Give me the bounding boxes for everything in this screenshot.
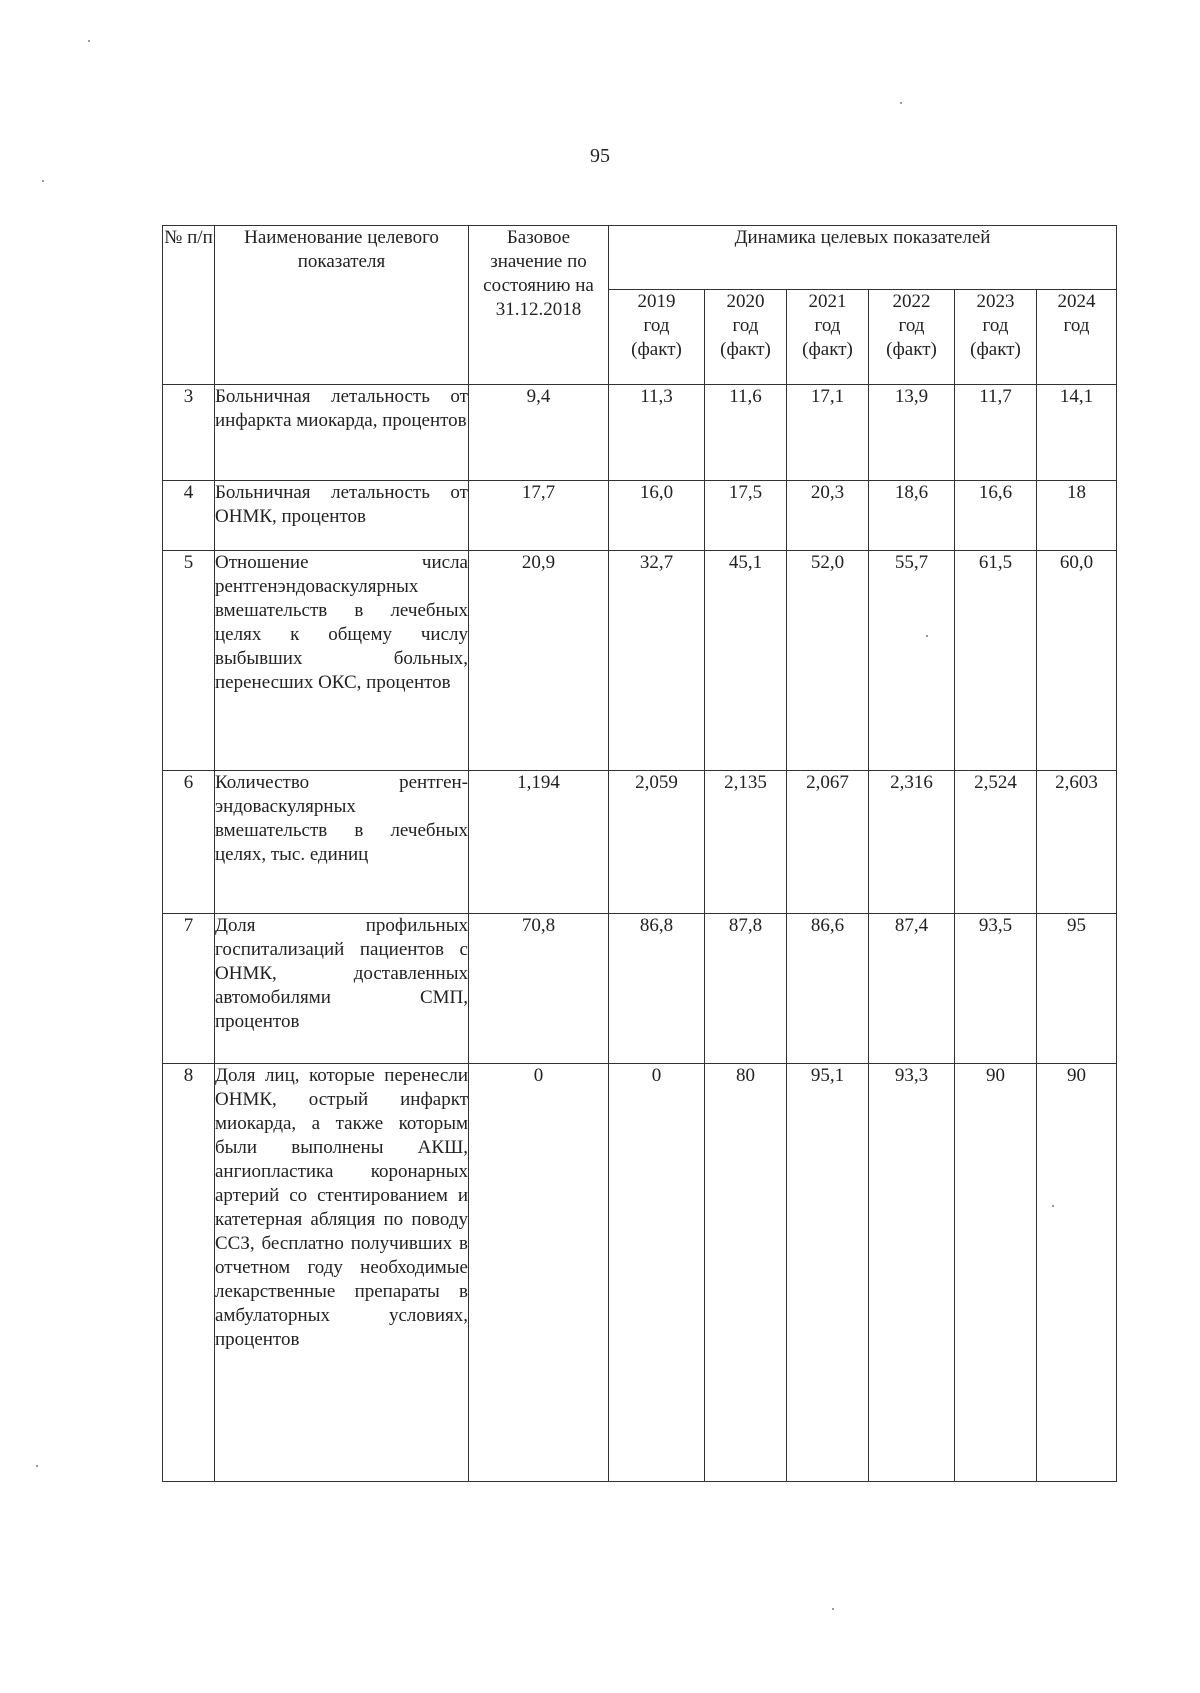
- row-num: 4: [163, 481, 215, 551]
- header-base: Базовое значение по состоянию на 31.12.2018: [469, 226, 609, 385]
- row-name: Доля профильных госпитализаций пациентов с ОНМК, доставленных автомобилями СМП, процентов: [215, 914, 469, 1064]
- table-row: [163, 385, 1117, 481]
- row-base-value: 1,194: [469, 771, 609, 914]
- year-note: (факт): [970, 339, 1021, 360]
- row-value-2019: 0: [609, 1064, 705, 1482]
- row-value-2022: 2,316: [869, 771, 955, 914]
- row-value-2021: 17,1: [787, 385, 869, 481]
- row-value-2022: 93,3: [869, 1064, 955, 1482]
- row-value-2023: 90: [955, 1064, 1037, 1482]
- row-num: 8: [163, 1064, 215, 1482]
- row-value-2019: 2,059: [609, 771, 705, 914]
- header-year-2021: [787, 290, 869, 385]
- row-value-2021: 86,6: [787, 914, 869, 1064]
- row-value-2020: 45,1: [705, 551, 787, 771]
- row-value-2023: 11,7: [955, 385, 1037, 481]
- row-base-value: 0: [469, 1064, 609, 1482]
- row-name: Больничная летальность от ОНМК, процентов: [215, 481, 469, 551]
- row-name: Отношение числа рентгенэндоваскулярных вмешательств в лечебных целях к общему числу выбывших больных, перенесших ОКС, процентов: [215, 551, 469, 771]
- row-value-2024: 2,603: [1037, 771, 1117, 914]
- row-value-2023: 61,5: [955, 551, 1037, 771]
- indicators-table: [162, 225, 1117, 1482]
- header-name: Наименование целевого показателя: [215, 226, 469, 385]
- row-value-2020: 17,5: [705, 481, 787, 551]
- year-note: (факт): [886, 339, 937, 360]
- scan-speck: [36, 1465, 38, 1467]
- scan-speck: [1052, 1205, 1054, 1207]
- row-value-2024: 60,0: [1037, 551, 1117, 771]
- year-label: 2020: [726, 291, 765, 312]
- table-row: [163, 914, 1117, 1064]
- page-number: 95: [590, 145, 610, 167]
- row-value-2019: 32,7: [609, 551, 705, 771]
- row-num: 7: [163, 914, 215, 1064]
- scan-speck: [88, 40, 90, 42]
- row-value-2020: 80: [705, 1064, 787, 1482]
- row-name: Больничная летальность от инфаркта миокарда, процентов: [215, 385, 469, 481]
- scan-speck: [832, 1608, 834, 1610]
- row-value-2022: 87,4: [869, 914, 955, 1064]
- row-value-2022: 55,7: [869, 551, 955, 771]
- scan-speck: [900, 102, 902, 104]
- table-row: [163, 551, 1117, 771]
- table-row: [163, 1064, 1117, 1482]
- header-row-top: [163, 226, 1117, 290]
- year-label: 2022: [892, 291, 931, 312]
- table-row: [163, 771, 1117, 914]
- row-value-2023: 93,5: [955, 914, 1037, 1064]
- row-base-value: 70,8: [469, 914, 609, 1064]
- header-year-2022: [869, 290, 955, 385]
- header-num: № п/п: [163, 226, 215, 385]
- row-value-2024: 95: [1037, 914, 1117, 1064]
- row-value-2022: 13,9: [869, 385, 955, 481]
- row-value-2024: 14,1: [1037, 385, 1117, 481]
- header-year-2019: [609, 290, 705, 385]
- row-value-2021: 20,3: [787, 481, 869, 551]
- header-year-2020: [705, 290, 787, 385]
- row-value-2024: 90: [1037, 1064, 1117, 1482]
- row-value-2020: 87,8: [705, 914, 787, 1064]
- row-num: 5: [163, 551, 215, 771]
- row-base-value: 9,4: [469, 385, 609, 481]
- header-year-2023: [955, 290, 1037, 385]
- row-value-2022: 18,6: [869, 481, 955, 551]
- row-value-2023: 2,524: [955, 771, 1037, 914]
- row-num: 6: [163, 771, 215, 914]
- row-name: Количество рентген-эндоваскулярных вмешательств в лечебных целях, тыс. единиц: [215, 771, 469, 914]
- row-base-value: 20,9: [469, 551, 609, 771]
- scan-speck: [42, 180, 44, 182]
- row-value-2019: 11,3: [609, 385, 705, 481]
- row-value-2021: 95,1: [787, 1064, 869, 1482]
- year-unit: год: [982, 315, 1009, 336]
- year-unit: год: [898, 315, 925, 336]
- year-unit: год: [1063, 315, 1090, 336]
- year-unit: год: [732, 315, 759, 336]
- year-unit: год: [814, 315, 841, 336]
- year-label: 2024: [1057, 291, 1096, 312]
- row-value-2024: 18: [1037, 481, 1117, 551]
- year-note: (факт): [720, 339, 771, 360]
- row-value-2021: 2,067: [787, 771, 869, 914]
- header-dynamics: Динамика целевых показателей: [609, 226, 1117, 290]
- row-base-value: 17,7: [469, 481, 609, 551]
- year-note: (факт): [802, 339, 853, 360]
- year-label: 2019: [637, 291, 676, 312]
- year-label: 2021: [808, 291, 847, 312]
- year-note: (факт): [631, 339, 682, 360]
- year-unit: год: [643, 315, 670, 336]
- row-value-2020: 11,6: [705, 385, 787, 481]
- row-value-2020: 2,135: [705, 771, 787, 914]
- row-value-2023: 16,6: [955, 481, 1037, 551]
- year-label: 2023: [976, 291, 1015, 312]
- scan-speck: [926, 635, 928, 637]
- row-value-2019: 16,0: [609, 481, 705, 551]
- table-row: [163, 481, 1117, 551]
- row-value-2019: 86,8: [609, 914, 705, 1064]
- row-name: Доля лиц, которые перенесли ОНМК, острый инфаркт миокарда, а также которым были выполнены АКШ, ангиопластика коронарных артерий со стентированием и катетерная абляция по поводу ССЗ, бесплатно получивших в отчетном году необходимые лекарственные препараты в амбулаторных условиях, процентов: [215, 1064, 469, 1482]
- header-year-2024: [1037, 290, 1117, 385]
- row-value-2021: 52,0: [787, 551, 869, 771]
- row-num: 3: [163, 385, 215, 481]
